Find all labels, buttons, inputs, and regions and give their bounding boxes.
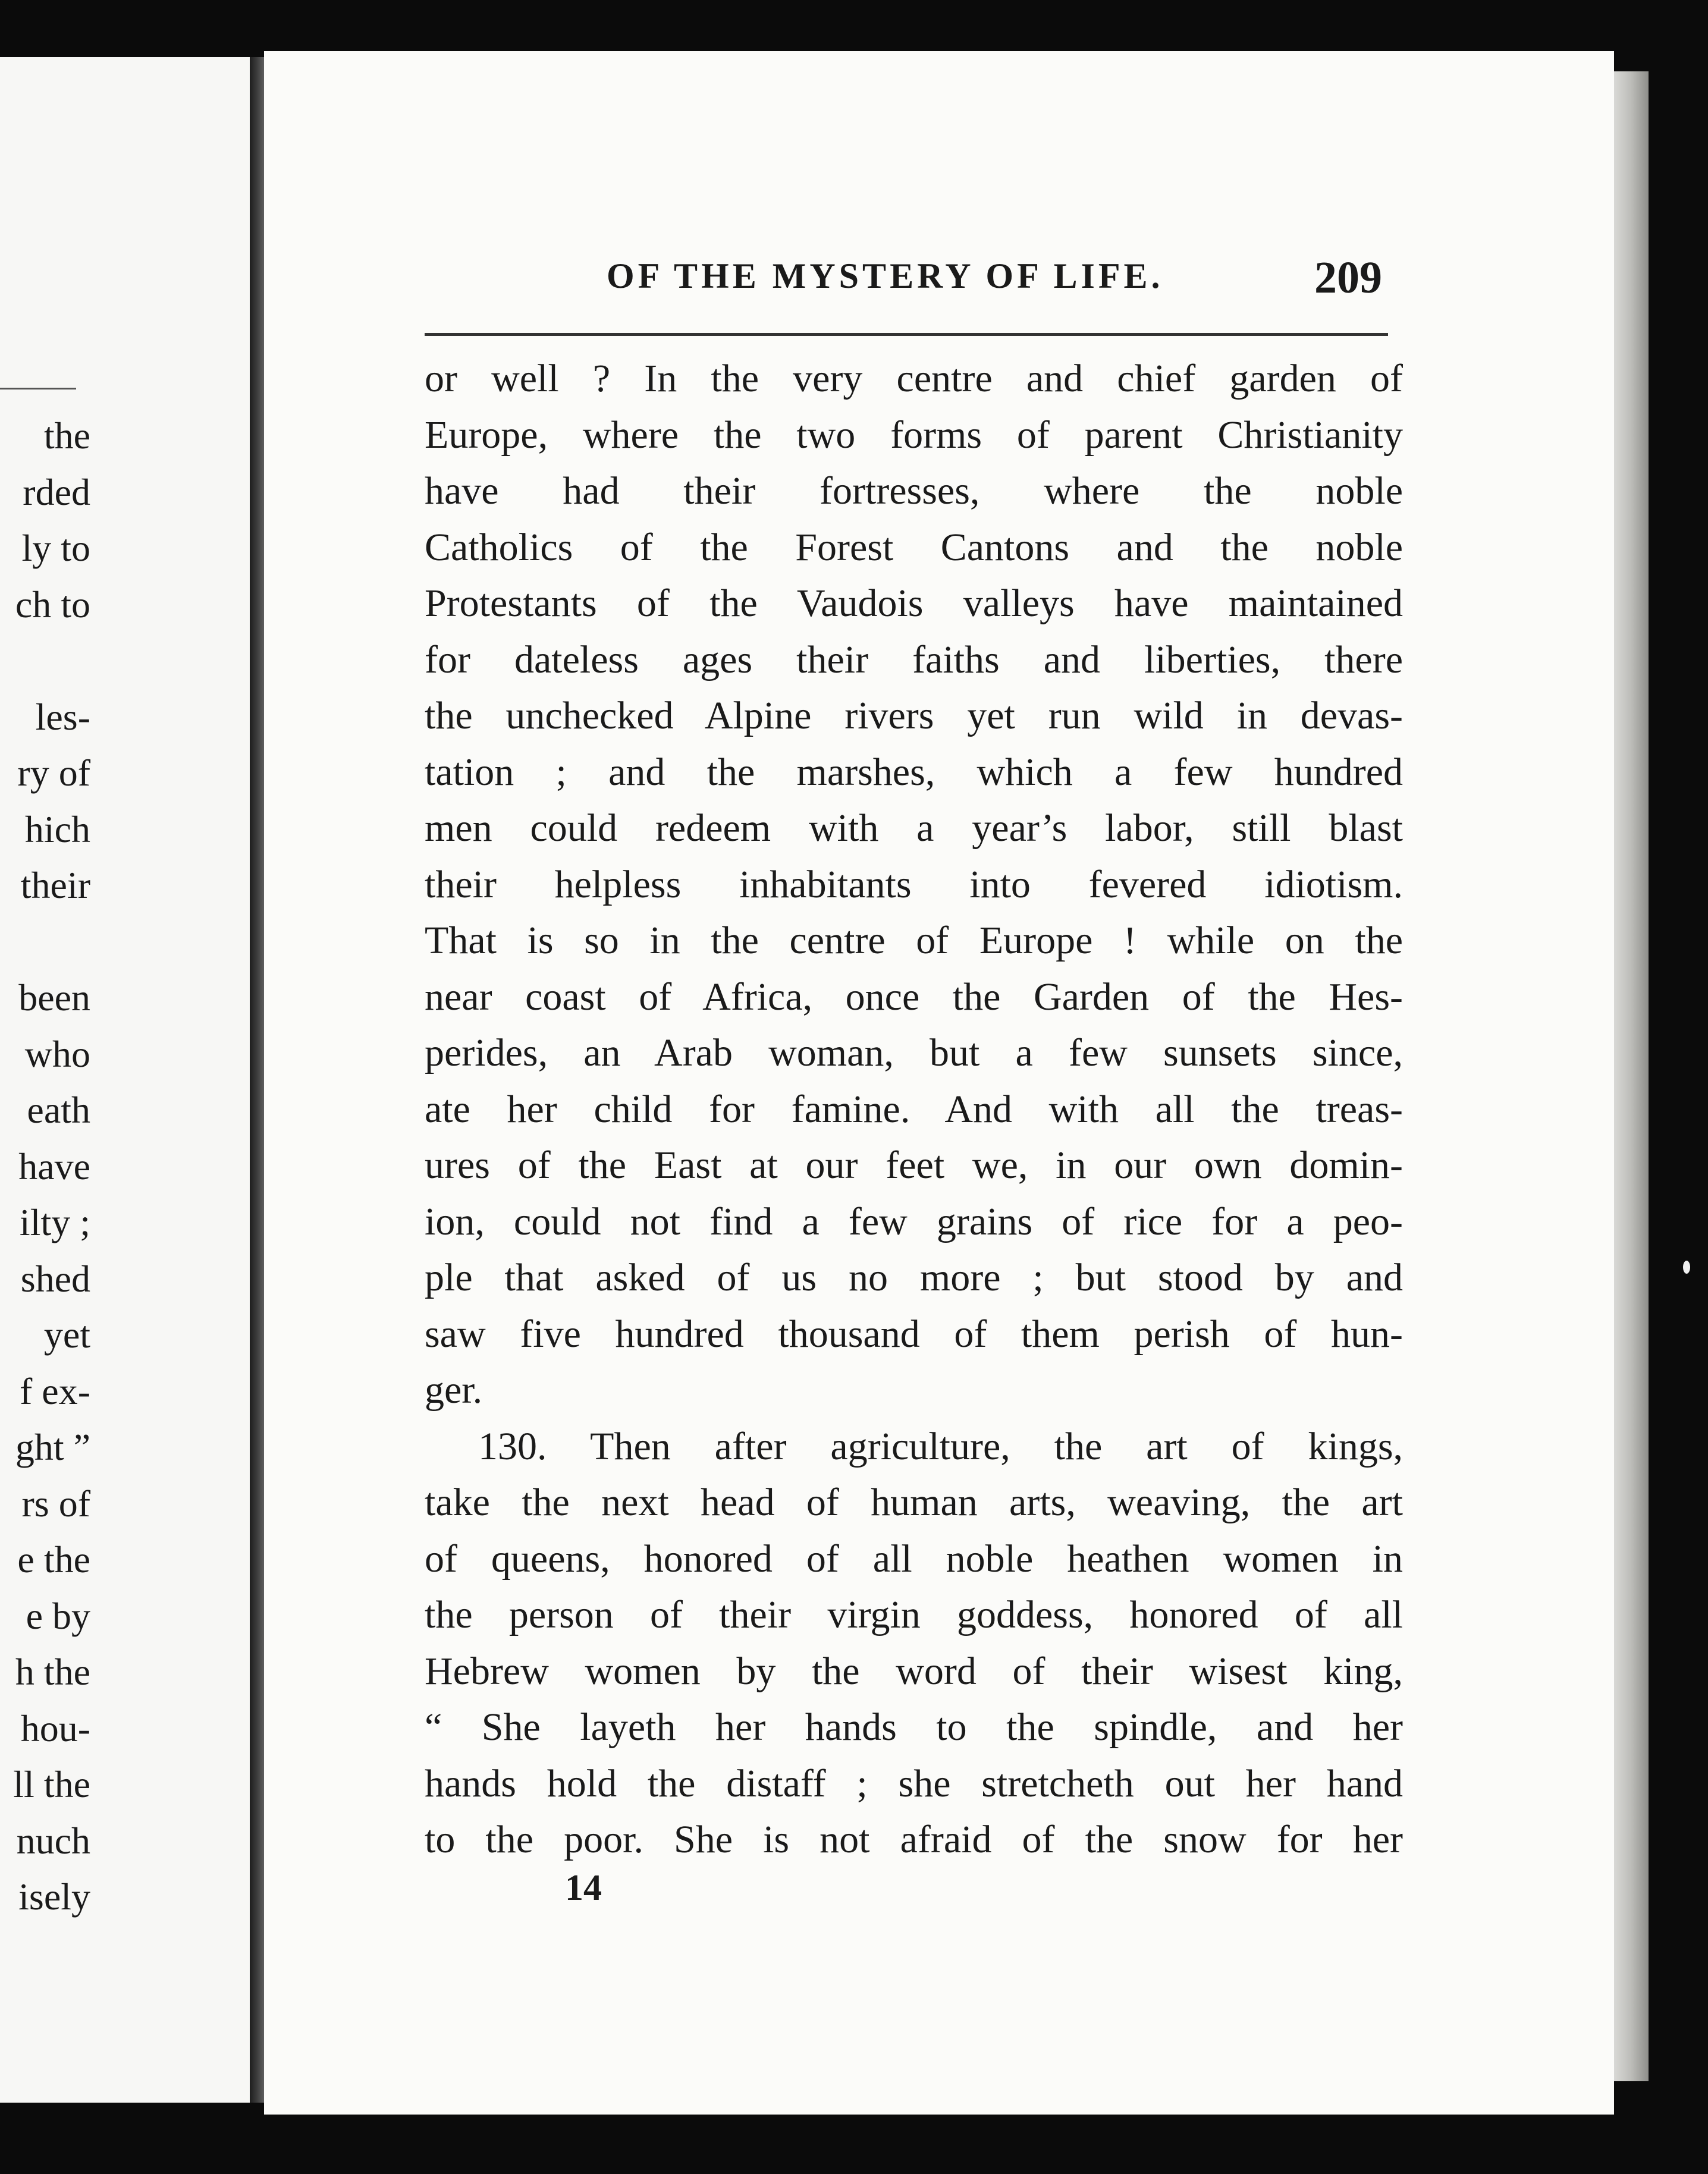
left-page-line: les-	[35, 695, 90, 738]
text-line: or well ? In the very centre and chief garden of	[425, 357, 1403, 400]
left-page-line: nuch	[16, 1819, 90, 1862]
left-page-line: isely	[18, 1875, 90, 1918]
signature-mark: 14	[565, 1868, 602, 1908]
left-page-line: their	[20, 864, 90, 906]
left-page-line: rs of	[21, 1482, 90, 1525]
left-page	[0, 57, 253, 2103]
left-page-text	[0, 408, 90, 1925]
text-line: perides, an Arab woman, but a few sunsets since,	[425, 1031, 1403, 1075]
left-page-line: the	[43, 414, 90, 457]
text-line: “ She layeth her hands to the spindle, and her	[425, 1705, 1403, 1749]
left-page-line: eath	[27, 1089, 90, 1131]
left-page-line	[0, 633, 90, 689]
text-line: Hebrew women by the word of their wisest king,	[425, 1649, 1403, 1693]
text-line: men could redeem with a year’s labor, still blast	[425, 806, 1403, 850]
left-page-line: ch to	[15, 583, 90, 626]
left-page-line: e by	[26, 1594, 90, 1637]
page-number: 209	[1314, 253, 1382, 303]
body-text	[425, 351, 1403, 1868]
text-line: Catholics of the Forest Cantons and the noble	[425, 525, 1403, 569]
scan-speck	[1683, 1261, 1690, 1274]
left-page-line: hich	[24, 808, 90, 850]
text-line: Europe, where the two forms of parent Christianity	[425, 413, 1403, 457]
text-line: ple that asked of us no more ; but stood by and	[425, 1256, 1403, 1299]
left-page-line: who	[24, 1032, 90, 1075]
left-page-line: ll the	[13, 1763, 90, 1805]
page-edges	[1614, 71, 1649, 2081]
text-line: have had their fortresses, where the noble	[425, 469, 1403, 513]
text-line: ate her child for famine. And with all the treas-	[425, 1087, 1403, 1131]
text-line: Protestants of the Vaudois valleys have maintained	[425, 582, 1403, 625]
left-page-line: shed	[20, 1257, 90, 1300]
left-page-line: have	[18, 1145, 90, 1187]
left-page-line: e the	[17, 1538, 90, 1581]
left-page-line: ry of	[17, 752, 90, 794]
text-line: ures of the East at our feet we, in our own domin-	[425, 1143, 1403, 1187]
left-page-line: ght ”	[15, 1426, 90, 1468]
left-page-line: hou-	[20, 1707, 90, 1749]
text-line: That is so in the centre of Europe ! while on the	[425, 919, 1403, 962]
running-head: OF THE MYSTERY OF LIFE.	[607, 256, 1164, 296]
text-line: take the next head of human arts, weaving, the art	[425, 1481, 1403, 1524]
text-line: the person of their virgin goddess, honored of all	[425, 1593, 1403, 1636]
text-line: ger.	[425, 1368, 483, 1412]
text-line: of queens, honored of all noble heathen women in	[425, 1537, 1403, 1581]
left-page-line	[0, 914, 90, 970]
text-line: ion, could not find a few grains of rice for a peo-	[425, 1199, 1403, 1243]
text-line: to the poor. She is not afraid of the snow for her	[425, 1818, 1403, 1861]
left-page-line: h the	[15, 1651, 90, 1693]
header-rule	[425, 333, 1388, 336]
left-page-line: been	[18, 976, 90, 1019]
text-line: for dateless ages their faiths and liberties, there	[425, 637, 1403, 681]
text-line: the unchecked Alpine rivers yet run wild in devas-	[425, 694, 1403, 737]
left-page-rule	[0, 388, 76, 389]
text-line: hands hold the distaff ; she stretcheth out her hand	[425, 1761, 1403, 1805]
left-page-line: ilty ;	[19, 1201, 90, 1243]
left-page-line: f ex-	[19, 1369, 90, 1412]
text-line: tation ; and the marshes, which a few hundred	[425, 750, 1403, 794]
text-line: near coast of Africa, once the Garden of the Hes-	[425, 975, 1403, 1019]
left-page-line: rded	[23, 470, 90, 513]
left-page-line: ly to	[21, 527, 90, 569]
text-line: saw five hundred thousand of them perish of hun-	[425, 1312, 1403, 1356]
text-line: their helpless inhabitants into fevered idiotism.	[425, 862, 1403, 906]
text-line: 130. Then after agriculture, the art of kings,	[478, 1424, 1403, 1468]
left-page-line: yet	[43, 1314, 90, 1356]
